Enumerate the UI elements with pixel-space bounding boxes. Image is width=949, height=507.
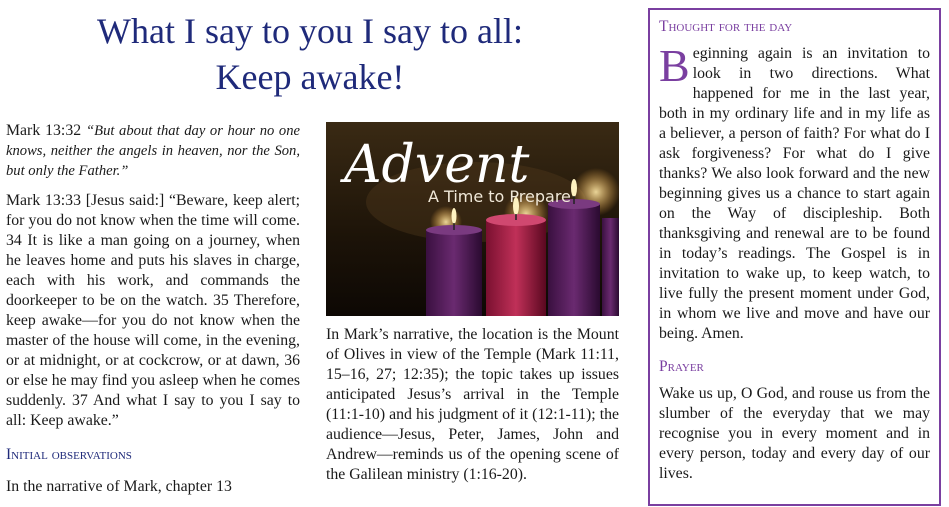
column-1 bbox=[6, 121, 300, 507]
heading-prayer: Prayer bbox=[659, 358, 704, 375]
title-line-2: Keep awake! bbox=[215, 57, 405, 97]
column-2-paragraph: In Mark’s narrative, the location is the Mount of Olives in view of the Temple (Mark 11:11, 15–16, 27; 12:35); the topic takes up issues anticipated Jesus’s arrival in the Temple (11:1-10) and his judgment of it (12:1-11); the audience—Jesus, Peter, James, John and Andrew—reminds us of the opening scene of the Galilean ministry (1:16-20). bbox=[326, 326, 619, 483]
thought-text: eginning again is an invitation to look in two directions. What happened for me in the last year, both in my ordinary life and in my life as a believer, a person of faith? For what do I ask forgiveness? For what do I give thanks? We also look forward and the new beginning gives us a chance to start again on the Way of discipleship. Both thanksgiving and renewal are to be found in today’s readings. The Gospel is in invitation to wake up, to keep watch, to live fully the present moment under God, in whom we live and move and have our being. Amen. bbox=[659, 45, 930, 342]
heading-thought-for-day: Thought for the day bbox=[659, 18, 793, 35]
advent-subtitle-text: A Time to Prepare bbox=[428, 187, 571, 206]
advent-image bbox=[326, 122, 619, 316]
scripture-ref: Mark 13:32 bbox=[6, 122, 82, 139]
advent-candles-illustration bbox=[326, 122, 619, 316]
thought-sidebar bbox=[648, 8, 941, 506]
drop-cap-letter: B bbox=[659, 40, 690, 91]
truncated-paragraph: In the narrative of Mark, chapter 13 bbox=[6, 478, 232, 495]
advent-title-text: Advent bbox=[344, 135, 530, 195]
scripture-quote-1 bbox=[6, 121, 300, 181]
title-line-1: What I say to you I say to all: bbox=[97, 11, 523, 51]
section-heading-observations: Initial observations bbox=[6, 446, 132, 463]
scripture-passage: Mark 13:33 [Jesus said:] “Beware, keep alert; for you do not know when the time will come. 34 It is like a man going on a journey, when he leaves home and puts his slaves in charge, each with his work, and commands the doorkeeper to be on the watch. 35 Therefore, keep awake—for you do not know when the master of the house will come, in the evening, or at midnight, or at cockcrow, or at dawn, 36 or else he may find you asleep when he comes suddenly. 37 And what I say to you I say to all: Keep awake.” bbox=[6, 192, 300, 429]
scripture-quote-text: “But about that day or hour no one knows, neither the angels in heaven, nor the Son, but only the Father.” bbox=[6, 123, 300, 179]
page-title bbox=[10, 8, 610, 100]
prayer-text: Wake us up, O God, and rouse us from the slumber of the everyday that we may recognise you in every moment and in every person, today and every day of our lives. bbox=[659, 385, 930, 482]
thought-paragraph bbox=[659, 40, 930, 344]
